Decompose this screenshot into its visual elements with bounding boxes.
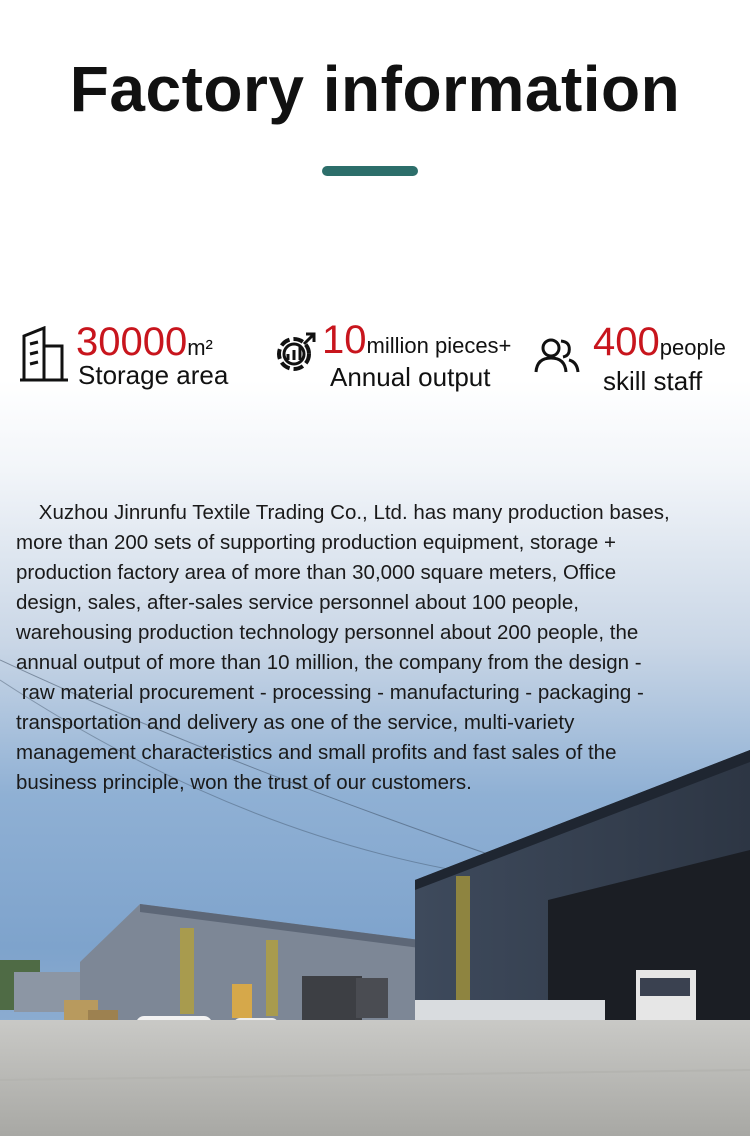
- stat-annual-output: [270, 320, 526, 392]
- stat-value: 10: [322, 318, 367, 362]
- title-underline: [322, 166, 418, 176]
- stat-label: skill staff: [603, 366, 703, 396]
- company-description: Xuzhou Jinrunfu Textile Trading Co., Ltd. has many production bases, more than 200 sets of supporting production equipment, storage + production factory area of more than 30,000 square meters, Office design, sales, after-sales service personnel about 100 people, warehousing production technology personnel about 200 people, the annual output of more than 10 million, the company from the design - raw material procurement - processing - manufacturing - packaging - transportation and delivery as one of the service, multi-variety management characteristics and small profits and fast sales of the business principle, won the trust of our customers.: [16, 501, 670, 794]
- stat-unit: m²: [187, 335, 213, 360]
- stat-value: 400: [593, 320, 660, 364]
- gear-chart-icon: [270, 330, 320, 376]
- stat-label: Annual output: [330, 362, 491, 392]
- page-title: Factory information: [69, 53, 681, 125]
- people-icon: [533, 336, 581, 376]
- stat-unit: million pieces+: [366, 333, 512, 358]
- stat-skill-staff: [533, 322, 743, 394]
- stat-unit: people: [659, 335, 726, 360]
- stat-storage-area: [18, 322, 258, 390]
- stat-label: Storage area: [78, 360, 229, 390]
- stat-value: 30000: [76, 320, 188, 364]
- building-icon: [18, 326, 70, 382]
